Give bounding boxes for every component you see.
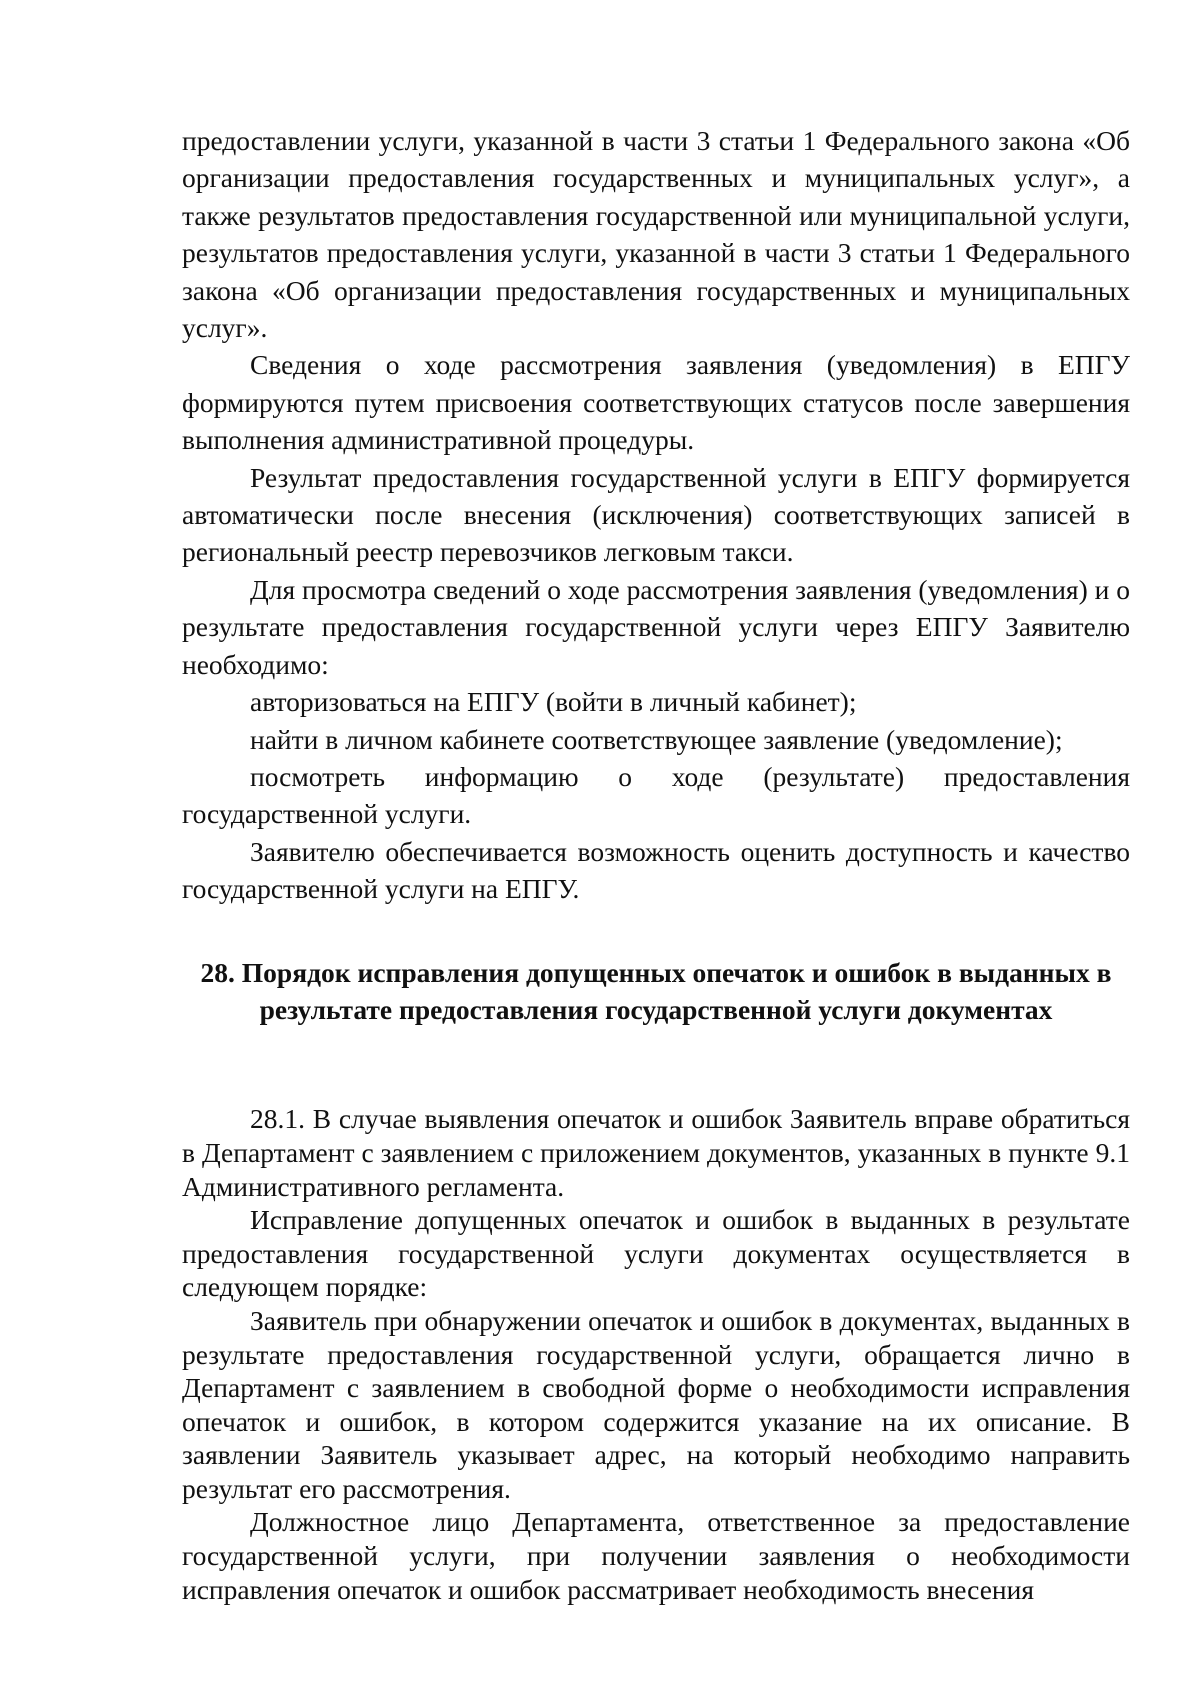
paragraph-quality-rating: Заявителю обеспечивается возможность оценить доступность и качество государственной услуги на ЕПГУ. (182, 835, 1130, 905)
section-heading-line-2: результате предоставления государственной услуги документах (259, 993, 1053, 1025)
paragraph-28-1: 28.1. В случае выявления опечаток и ошибок Заявитель вправе обратиться в Департамент с заявлением с приложением документов, указанных в пункте 9.1 Административного регламента. (182, 1103, 1130, 1202)
paragraph-official-review: Должностное лицо Департамента, ответственное за предоставление государственной услуги, при получении заявления о необходимости исправления опечаток и ошибок рассматривает необходимость внесения (182, 1506, 1130, 1605)
section-heading-line-1: 28. Порядок исправления допущенных опечаток и ошибок в выданных в (200, 956, 1112, 988)
section-body (182, 1102, 1130, 1606)
document-page (182, 122, 1130, 1606)
paragraph-continuation: предоставлении услуги, указанной в части 3 статьи 1 Федерального закона «Об организации предоставления государственных и муниципальных услуг», а также результатов предоставления государственной или муниципальной услуги, результатов предоставления услуги, указанной в части 3 статьи 1 Федерального закона «Об организации предоставления государственных и муниципальных услуг». (182, 125, 1130, 344)
paragraph-correction-procedure: Исправление допущенных опечаток и ошибок в выданных в результате предоставления государственной услуги документах осуществляется в следующем порядке: (182, 1204, 1130, 1303)
section-heading (182, 954, 1130, 1029)
list-item-find-application: найти в личном кабинете соответствующее заявление (уведомление); (250, 723, 1063, 755)
list-item-view-info: посмотреть информацию о ходе (результате) предоставления государственной услуги. (182, 760, 1130, 830)
paragraph-result-info: Результат предоставления государственной услуги в ЕПГУ формируется автоматически после внесения (исключения) соответствующих записей в региональный реестр перевозчиков легковым такси. (182, 461, 1130, 568)
paragraph-applicant-request: Заявитель при обнаружении опечаток и ошибок в документах, выданных в результате предоставления государственной услуги, обращается лично в Департамент с заявлением в свободной форме о необходимости исправления опечаток и ошибок, в котором содержится указание на их описание. В заявлении Заявитель указывает адрес, на который необходимо направить результат его рассмотрения. (182, 1304, 1130, 1504)
list-item-authorize: авторизоваться на ЕПГУ (войти в личный кабинет); (250, 686, 857, 718)
paragraph-view-instructions: Для просмотра сведений о ходе рассмотрения заявления (уведомления) и о результате предоставления государственной услуги через ЕПГУ Заявителю необходимо: (182, 573, 1130, 680)
paragraph-status-info: Сведения о ходе рассмотрения заявления (уведомления) в ЕПГУ формируются путем присвоения соответствующих статусов после завершения выполнения административной процедуры. (182, 349, 1130, 456)
